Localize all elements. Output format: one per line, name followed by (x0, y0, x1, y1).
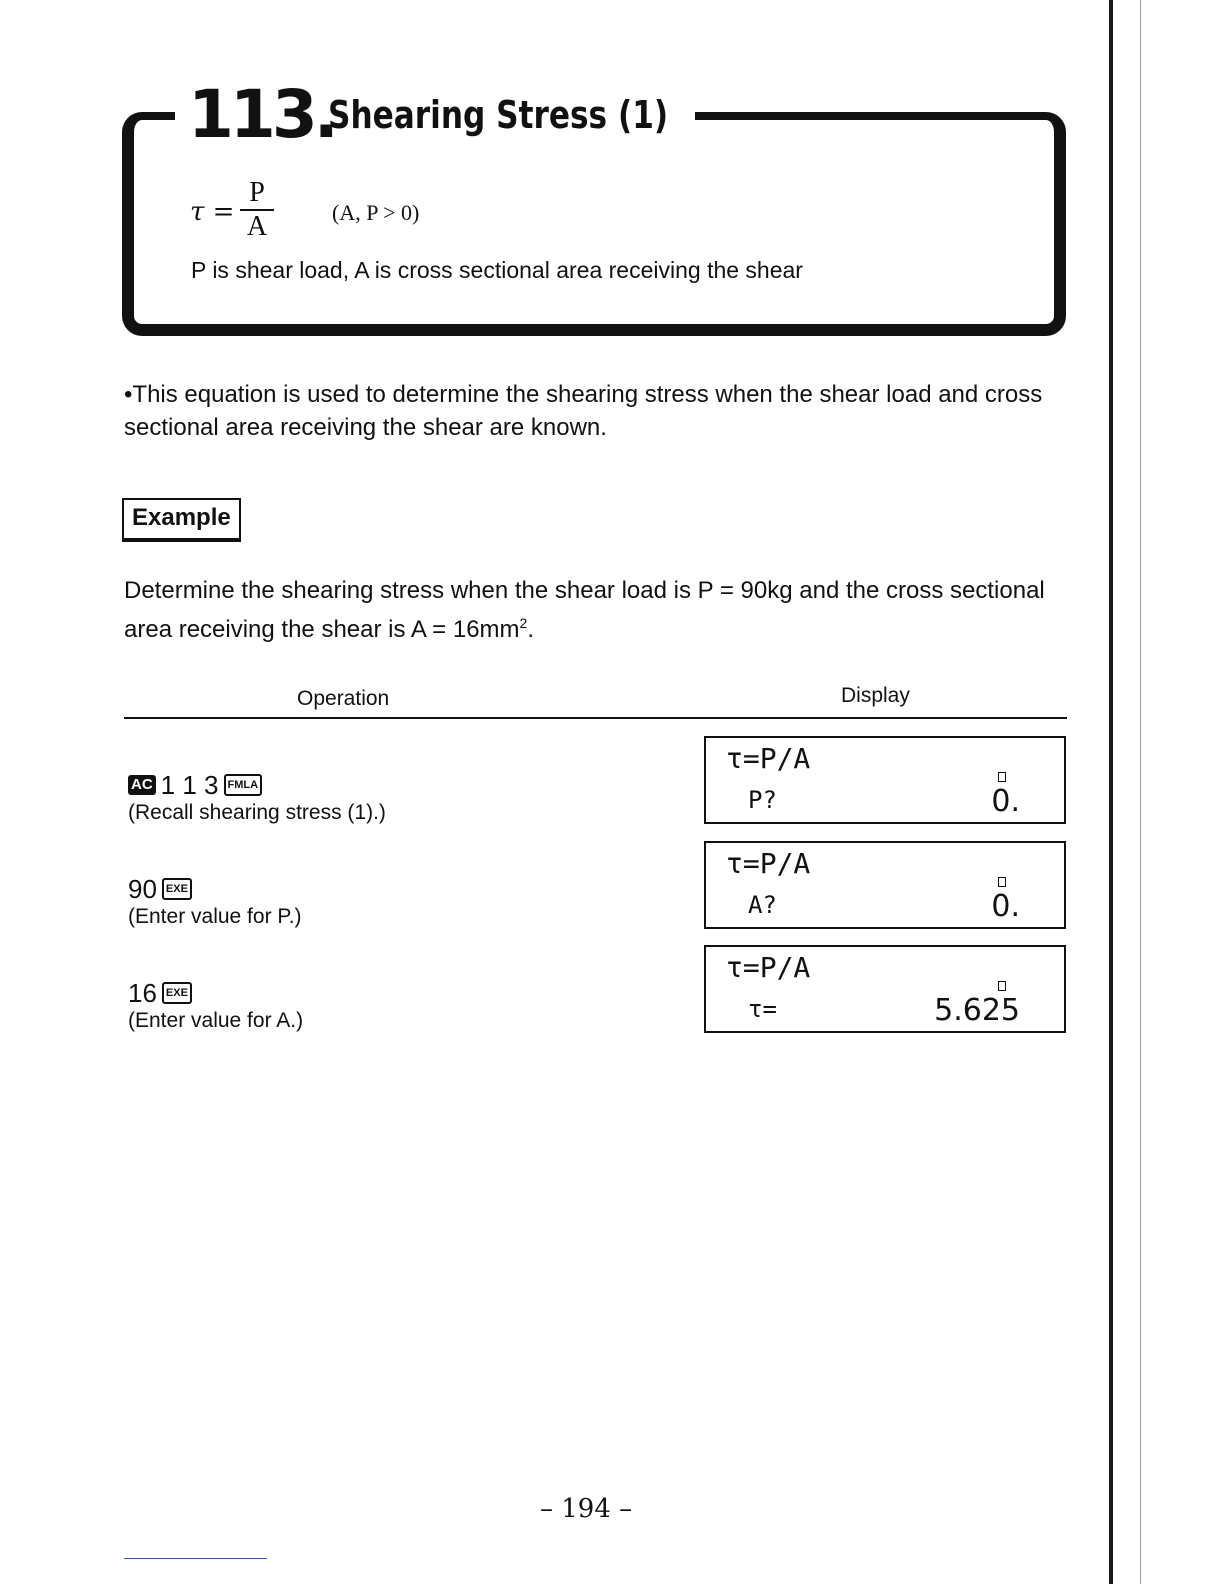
key-sequence: 1 1 3 (160, 770, 219, 800)
formula-condition: (A, P > 0) (332, 200, 420, 225)
display-formula: τ=P/A (726, 847, 811, 880)
formula-lhs: τ = (190, 197, 235, 227)
example-text: Determine the shearing stress when the shear load is P = 90kg and the cross sectional area receiving the shear is $A = 16mm^2$. (124, 577, 1045, 643)
operation-note: (Enter value for A.) (128, 1009, 304, 1032)
fmla-key: FMLA (224, 774, 263, 796)
lcd-display (704, 841, 1066, 929)
display-formula: τ=P/A (726, 951, 811, 984)
operation-note: (Enter value for P.) (128, 905, 302, 928)
key-sequence: 90 (128, 874, 157, 904)
formula-definition: P is shear load, A is cross sectional area receiving the shear (191, 257, 803, 283)
lcd-display (704, 736, 1066, 824)
operation-header: Operation (297, 687, 390, 710)
section-title: Shearing Stress (1) (328, 93, 669, 137)
display-indicator-icon (998, 981, 1006, 991)
example-label: Example (122, 498, 241, 542)
formula-numerator: P (249, 177, 265, 208)
exe-key: EXE (162, 982, 192, 1004)
display-value: 0. (991, 889, 1020, 924)
page-number: – 194 – (540, 1494, 633, 1524)
operation-step (128, 874, 302, 930)
display-indicator-icon (998, 772, 1006, 782)
page-edge-line (1109, 0, 1113, 1584)
section-number: 113. (188, 76, 335, 153)
table-rule (124, 717, 1067, 719)
display-value: 5.625 (934, 993, 1020, 1028)
display-header: Display (841, 684, 910, 707)
footer-rule (124, 1558, 267, 1559)
key-sequence: 16 (128, 978, 157, 1008)
ac-key: AC (128, 775, 156, 795)
formula-fraction (240, 178, 274, 242)
exe-key: EXE (162, 878, 192, 900)
operation-step (128, 978, 303, 1034)
page-edge-line-thin (1140, 0, 1141, 1584)
display-value: 0. (991, 784, 1020, 819)
lcd-display (704, 945, 1066, 1033)
display-prompt: A? (748, 891, 777, 919)
display-indicator-icon (998, 877, 1006, 887)
formula-denominator: A (246, 211, 268, 242)
operation-note: (Recall shearing stress (1).) (128, 801, 386, 824)
display-formula: τ=P/A (726, 742, 811, 775)
display-prompt: P? (748, 786, 777, 814)
display-prompt: τ= (748, 995, 777, 1023)
operation-step (128, 770, 386, 826)
intro-paragraph: •This equation is used to determine the shearing stress when the shear load and cross sectional area receiving the shear are known. (124, 381, 1043, 441)
